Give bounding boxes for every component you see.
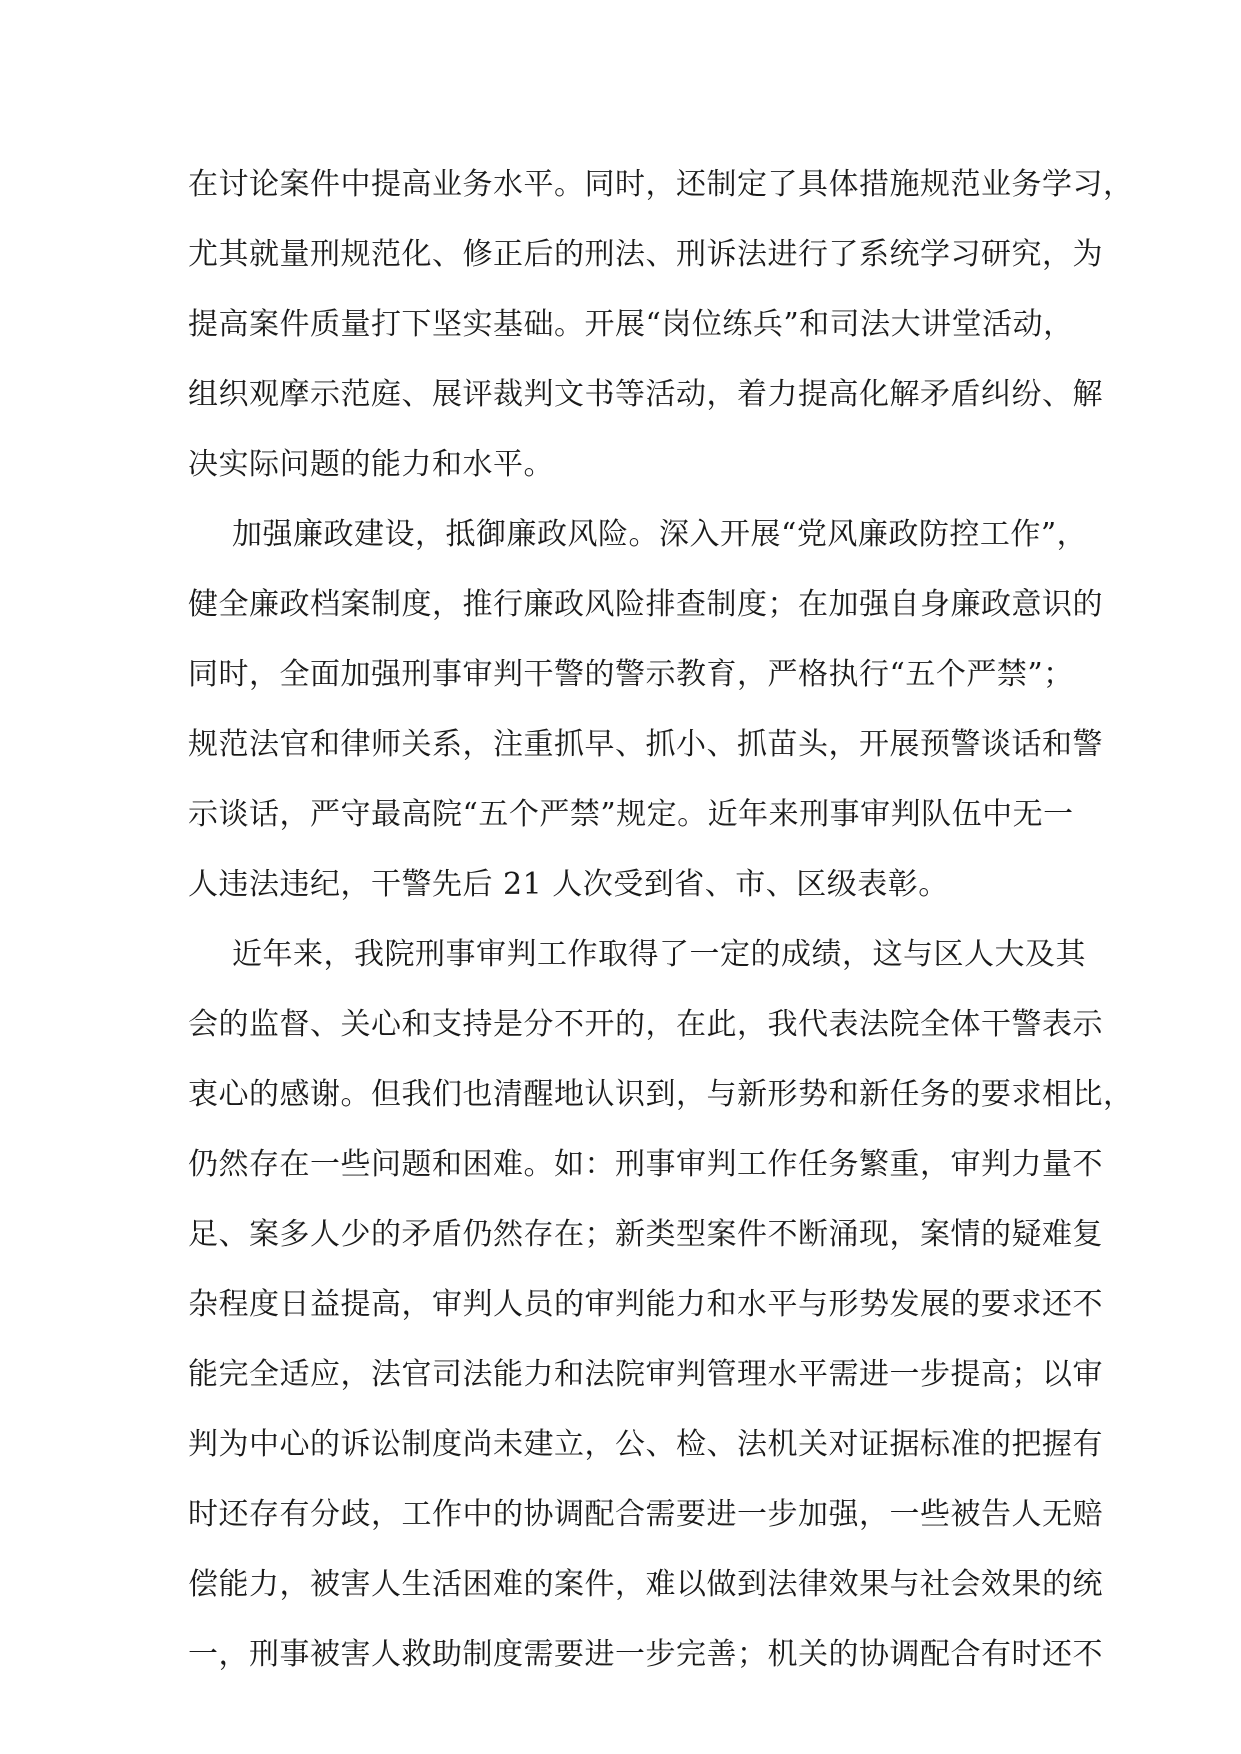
- text-line: 同时，全面加强刑事审判干警的警示教育，严格执行“五个严禁”；: [188, 657, 1074, 692]
- text-line: 衷心的感谢。但我们也清醒地认识到，与新形势和新任务的要求相比，: [188, 1077, 1134, 1112]
- text-line: 足、案多人少的矛盾仍然存在；新类型案件不断涌现，案情的疑难复: [188, 1217, 1103, 1252]
- text-line: 判为中心的诉讼制度尚未建立，公、检、法机关对证据标准的把握有: [188, 1427, 1103, 1462]
- text-line: 能完全适应，法官司法能力和法院审判管理水平需进一步提高；以审: [188, 1357, 1103, 1392]
- paragraph-problems: [188, 920, 1134, 1690]
- text-line: 人违法违纪，干警先后 21 人次受到省、市、区级表彰。: [188, 867, 949, 902]
- text-line: 一，刑事被害人救助制度需要进一步完善；机关的协调配合有时还不: [188, 1637, 1103, 1672]
- document-body: [188, 150, 1134, 1690]
- text-line: 仍然存在一些问题和困难。如：刑事审判工作任务繁重，审判力量不: [188, 1147, 1103, 1182]
- text-line: 时还存有分歧，工作中的协调配合需要进一步加强，一些被告人无赔: [188, 1497, 1103, 1532]
- text-line: 会的监督、关心和支持是分不开的，在此，我代表法院全体干警表示: [188, 1007, 1103, 1042]
- text-line: 杂程度日益提高，审判人员的审判能力和水平与形势发展的要求还不: [188, 1287, 1103, 1322]
- text-line: 规范法官和律师关系，注重抓早、抓小、抓苗头，开展预警谈话和警: [188, 727, 1103, 762]
- text-line: 尤其就量刑规范化、修正后的刑法、刑诉法进行了系统学习研究，为: [188, 237, 1103, 272]
- text-line: 决实际问题的能力和水平。: [188, 447, 554, 482]
- text-line: 近年来，我院刑事审判工作取得了一定的成绩，这与区人大及其: [232, 937, 1086, 972]
- text-line: 加强廉政建设，抵御廉政风险。深入开展“党风廉政防控工作”，: [232, 517, 1088, 552]
- text-line: 健全廉政档案制度，推行廉政风险排查制度；在加强自身廉政意识的: [188, 587, 1103, 622]
- text-line: 示谈话，严守最高院“五个严禁”规定。近年来刑事审判队伍中无一: [188, 797, 1074, 832]
- paragraph-integrity: [188, 500, 1103, 920]
- text-line: 在讨论案件中提高业务水平。同时，还制定了具体措施规范业务学习，: [188, 167, 1134, 202]
- text-line: 组织观摩示范庭、展评裁判文书等活动，着力提高化解矛盾纠纷、解: [188, 377, 1103, 412]
- paragraph-study: [188, 150, 1134, 500]
- text-line: 提高案件质量打下坚实基础。开展“岗位练兵”和司法大讲堂活动，: [188, 307, 1074, 342]
- text-line: 偿能力，被害人生活困难的案件，难以做到法律效果与社会效果的统: [188, 1567, 1103, 1602]
